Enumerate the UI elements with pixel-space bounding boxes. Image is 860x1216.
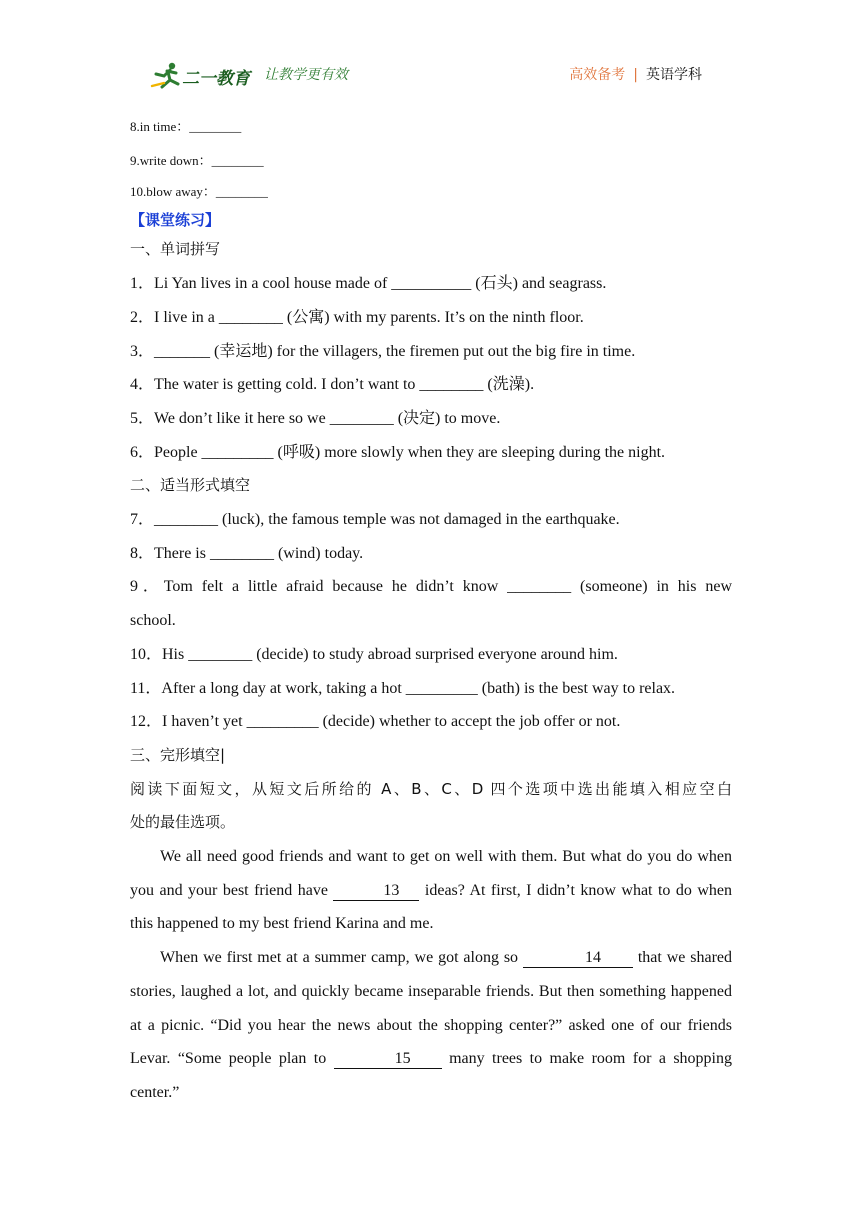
practice-title: 【课堂练习】 <box>130 211 221 230</box>
vocab-item: 9.write down：________ <box>130 152 264 168</box>
question-item: 2．I live in a ________ (公寓) with my parents. It’s on the ninth floor. <box>130 308 584 326</box>
question-item: 1．Li Yan lives in a cool house made of __________ (石头) and seagrass. <box>130 275 607 293</box>
blank-13: 13 <box>333 882 419 901</box>
section2-title: 二、适当形式填空 <box>130 476 251 495</box>
question-item-9-line1: 9．Tom felt a little afraid because he didn’t know ________ (someone) in his new <box>130 578 732 596</box>
passage-text: that we shared stories, laughed a lot, and quickly became inseparable friends. But then something happened at a picnic. “Did you hear the news about the shopping center?” asked one of our friends Levar. “Some people plan to <box>130 949 733 1068</box>
question-item: 11．After a long day at work, taking a hot _________ (bath) is the best way to relax. <box>130 679 676 697</box>
question-item: 7．________ (luck), the famous temple was not damaged in the earthquake. <box>130 511 620 529</box>
question-item: 10．His ________ (decide) to study abroad surprised everyone around him. <box>130 645 618 663</box>
passage-text: When we first met at a summer camp, we got along so <box>160 949 523 967</box>
question-item: 8．There is ________ (wind) today. <box>130 544 364 562</box>
vocab-item: 10.blow away：________ <box>130 184 268 200</box>
passage-paragraph-2 <box>130 941 732 1110</box>
question-item: 12．I haven’t yet _________ (decide) whether to accept the job offer or not. <box>130 713 621 731</box>
blank-15: 15 <box>334 1050 442 1069</box>
instruction-line1: 阅读下面短文，从短文后所给的 A、B、C、D 四个选项中选出能填入相应空白 <box>130 779 732 798</box>
passage-text: ideas? At first, I didn’t know what to do when this happened to my best friend Karina and me. <box>130 881 732 933</box>
header-exam: 高效备考 <box>569 67 626 83</box>
question-item: 6．People _________ (呼吸) more slowly when they are sleeping during the night. <box>130 443 666 461</box>
instruction-line2: 处的最佳选项。 <box>130 813 236 832</box>
header-separator: | <box>633 67 638 83</box>
runner-icon <box>152 63 178 87</box>
blank-14: 14 <box>523 949 633 968</box>
section3-title: 三、完形填空| <box>130 745 226 764</box>
header-right <box>569 64 702 84</box>
vocab-item: 8.in time：________ <box>130 119 242 134</box>
question-item-9-line2: school. <box>130 612 176 630</box>
question-item: 3．_______ (幸运地) for the villagers, the firemen put out the big fire in time. <box>130 342 636 360</box>
passage-paragraph-1 <box>130 840 732 941</box>
document-body <box>130 110 732 1110</box>
question-item: 5．We don’t like it here so we ________ (决定) to move. <box>130 409 501 427</box>
page-header <box>0 0 860 100</box>
section1-title: 一、单词拼写 <box>130 240 221 259</box>
passage-text: We all need good friends and want to get on well with them. But what do you do when you and your best friend have <box>130 848 732 899</box>
slogan: 让教学更有效 <box>264 67 348 83</box>
question-item: 4．The water is getting cold. I don’t want to ________ (洗澡). <box>130 376 535 394</box>
logo-text: 二一教育 <box>182 69 250 89</box>
passage-text: many trees to make room for a shopping center.” <box>130 1050 733 1101</box>
header-subject: 英语学科 <box>646 67 702 83</box>
logo <box>148 60 258 90</box>
